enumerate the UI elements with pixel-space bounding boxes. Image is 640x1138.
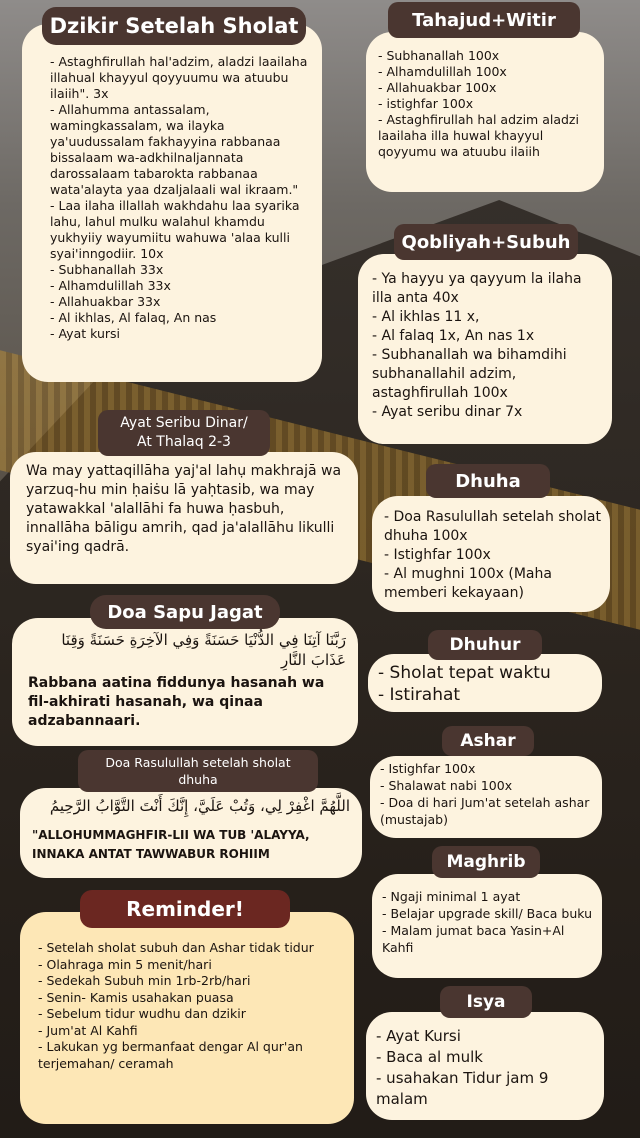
- ashar-card: [370, 756, 602, 838]
- doa-dhuha-title: Doa Rasulullah setelah sholat dhuha: [78, 750, 318, 792]
- ashar-text: - Istighfar 100x - Shalawat nabi 100x - Doa di hari Jum'at setelah ashar (mustajab): [380, 761, 590, 827]
- isya-card: [366, 1012, 604, 1120]
- sapu-jagat-card: [12, 618, 358, 746]
- dhuhur-title: Dhuhur: [428, 630, 542, 660]
- seribu-text: Wa may yattaqillāha yaj'al lahụ makhrajā wa yarzuq-hu min ḥaiṡu lā yaḥtasib, wa may yatawakkal 'alallāhi fa huwa ḥasbuh, innallāha bāligu amrih, qad ja'alallāhu likulli syai'ing qadrā.: [26, 463, 342, 555]
- dzikir-card: [22, 24, 322, 382]
- reminder-title: Reminder!: [80, 890, 290, 928]
- isya-text: - Ayat Kursi - Baca al mulk - usahakan Tidur jam 9 malam: [376, 1027, 549, 1108]
- maghrib-card: [372, 874, 602, 978]
- dzikir-text: - Astaghfirullah hal'adzim, aladzi laailaha illahual khayyul qoyyuumu wa atuubu ilaiih". 3x - Allahumma antassalam, wamingkassalam, wa ilayka ya'uudussalam fakhayyina rabbanaa bissalaam wa-adkhilnaljannata darossalaam tabarokta rabbanaa wata'alayta yaa dzaljalaali wal ikraam." - Laa ilaha illallah wakhdahu laa syarika lahu, lahul mulku walahul khamdu yukhyiiy wayumiitu wahuwa 'alaa kulli syai'inngodiir. 10x - Subhanallah 33x - Alhamdulillah 33x - Allahuakbar 33x - Al ikhlas, Al falaq, An nas - Ayat kursi: [50, 54, 308, 341]
- doa-dhuha-latin: "ALLOHUMMAGHFIR-LII WA TUB 'ALAYYA, INNAKA ANTAT TAWWABUR ROHIIM: [32, 828, 310, 861]
- tahajud-title: Tahajud+Witir: [388, 2, 580, 38]
- subuh-title: Qobliyah+Subuh: [394, 224, 578, 260]
- isya-title: Isya: [440, 986, 532, 1018]
- sapu-jagat-title: Doa Sapu Jagat: [90, 595, 280, 629]
- maghrib-text: - Ngaji minimal 1 ayat - Belajar upgrade skill/ Baca buku - Malam jumat baca Yasin+Al Kahfi: [382, 889, 593, 955]
- maghrib-title: Maghrib: [432, 846, 540, 878]
- dzikir-title: Dzikir Setelah Sholat: [42, 7, 306, 45]
- subuh-card: [358, 254, 612, 444]
- dhuhur-text: - Sholat tepat waktu - Istirahat: [378, 663, 551, 705]
- doa-dhuha-card: [20, 788, 362, 878]
- dhuha-text: - Doa Rasulullah setelah sholat dhuha 100x - Istighfar 100x - Al mughni 100x (Maha memberi kekayaan): [384, 509, 601, 601]
- dhuhur-card: [368, 654, 602, 712]
- tahajud-card: [366, 32, 604, 192]
- ashar-title: Ashar: [442, 726, 534, 756]
- dhuha-title: Dhuha: [426, 464, 550, 498]
- seribu-card: [10, 452, 358, 584]
- sapu-jagat-arabic: رَبَّنَا آتِنَا فِي الدُّنْيَا حَسَنَةً وَفِي الآخِرَةِ حَسَنَةً وَقِنَا عَذَابَ النَّارِ: [61, 631, 346, 669]
- doa-dhuha-arabic: اللَّهُمَّ اغْفِرْ لِي، وَتُبْ عَلَيَّ، إِنَّكَ أَنْتَ التَّوَّابُ الرَّحِيمُ: [49, 797, 350, 815]
- seribu-title: Ayat Seribu Dinar/ At Thalaq 2-3: [98, 410, 270, 456]
- reminder-card: [20, 912, 354, 1124]
- sapu-jagat-latin: Rabbana aatina fiddunya hasanah wa fil-akhirati hasanah, wa qinaa adzabannaari.: [28, 675, 325, 729]
- reminder-text: - Setelah sholat subuh dan Ashar tidak tidur - Olahraga min 5 menit/hari - Sedekah Subuh min 1rb-2rb/hari - Senin- Kamis usahakan puasa - Sebelum tidur wudhu dan dzikir - Jum'at Al Kahfi - Lakukan yg bermanfaat dengar Al qur'an terjemahan/ ceramah: [38, 940, 314, 1071]
- tahajud-text: - Subhanallah 100x - Alhamdulillah 100x - Allahuakbar 100x - istighfar 100x - Astaghfirullah hal adzim aladzi laailaha illa huwal khayyul qoyyumu wa atuubu ilaiih: [378, 48, 579, 159]
- dhuha-card: [372, 496, 610, 612]
- subuh-text: - Ya hayyu ya qayyum la ilaha illa anta 40x - Al ikhlas 11 x, - Al falaq 1x, An nas 1x - Subhanallah wa bihamdihi subhanallahil adzim, astaghfirullah 100x - Ayat seribu dinar 7x: [372, 271, 582, 420]
